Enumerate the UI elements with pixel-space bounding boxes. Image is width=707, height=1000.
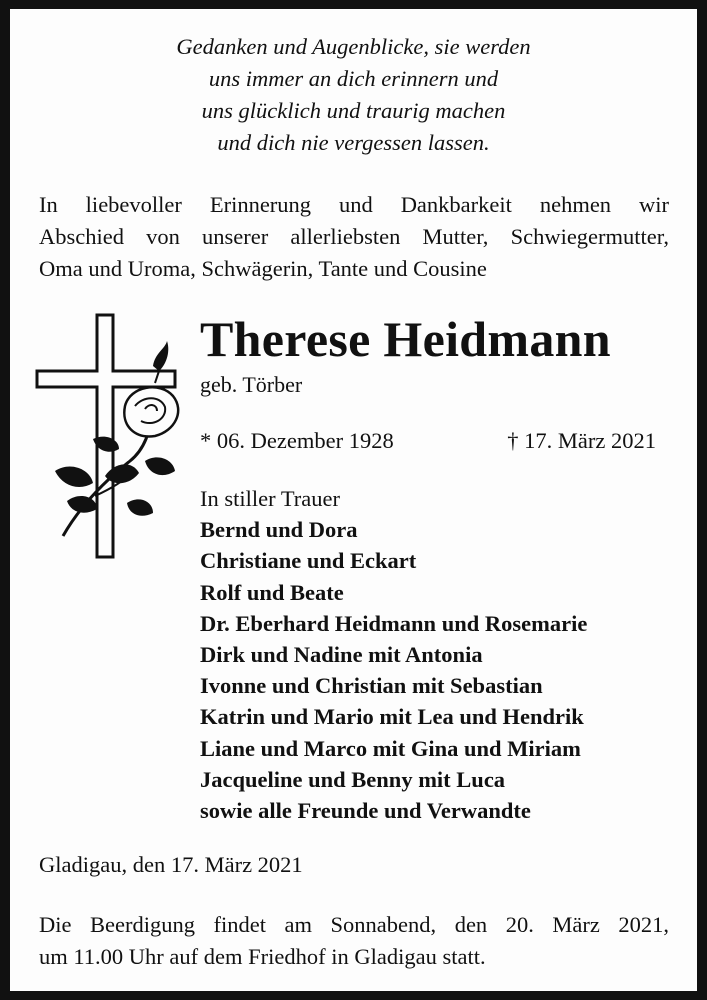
deceased-name: Therese Heidmann bbox=[200, 311, 611, 367]
mourner-entry: Bernd und Dora bbox=[200, 517, 358, 543]
poem-line: Gedanken und Augenblicke, sie werden bbox=[176, 34, 531, 59]
intro-text bbox=[39, 189, 669, 285]
mourners-heading: In stiller Trauer bbox=[200, 486, 340, 511]
funeral-line: Die Beerdigung findet am Sonnabend, den 20. März 2021, bbox=[39, 912, 669, 937]
obituary-notice bbox=[10, 9, 697, 991]
mourner-entry: Ivonne und Christian mit Sebastian bbox=[200, 673, 543, 699]
mourner-entry: Dirk und Nadine mit Antonia bbox=[200, 642, 483, 668]
mourner-entry: sowie alle Freunde und Verwandte bbox=[200, 798, 531, 824]
mourner-entry: Liane und Marco mit Gina und Miriam bbox=[200, 735, 581, 761]
memorial-poem bbox=[10, 31, 697, 159]
mourner-entry: Rolf und Beate bbox=[200, 579, 344, 605]
cross-with-rose-icon bbox=[35, 311, 185, 561]
poem-line: und dich nie vergessen lassen. bbox=[217, 130, 490, 155]
life-dates bbox=[200, 425, 656, 457]
intro-line: Abschied von unserer allerliebsten Mutter, Schwiegermutter, bbox=[39, 224, 669, 249]
mourner-entry: Dr. Eberhard Heidmann und Rosemarie bbox=[200, 610, 588, 636]
mourners-list bbox=[200, 483, 587, 826]
funeral-info bbox=[39, 909, 669, 973]
mourner-entry: Katrin und Mario mit Lea und Hendrik bbox=[200, 704, 584, 730]
birth-name: geb. Törber bbox=[200, 372, 303, 397]
death-date: † 17. März 2021 bbox=[507, 428, 656, 453]
place-date: Gladigau, den 17. März 2021 bbox=[39, 852, 303, 877]
mourner-entry: Christiane und Eckart bbox=[200, 548, 417, 574]
poem-line: uns immer an dich erinnern und bbox=[208, 66, 499, 91]
intro-line: In liebevoller Erinnerung und Dankbarkeit nehmen wir bbox=[39, 192, 669, 217]
poem-line: uns glücklich und traurig machen bbox=[201, 98, 506, 123]
mourner-entry: Jacqueline und Benny mit Luca bbox=[200, 766, 506, 792]
intro-line: Oma und Uroma, Schwägerin, Tante und Cousine bbox=[39, 256, 487, 281]
birth-date: * 06. Dezember 1928 bbox=[200, 428, 394, 453]
funeral-line: um 11.00 Uhr auf dem Friedhof in Gladigau statt. bbox=[39, 944, 486, 969]
